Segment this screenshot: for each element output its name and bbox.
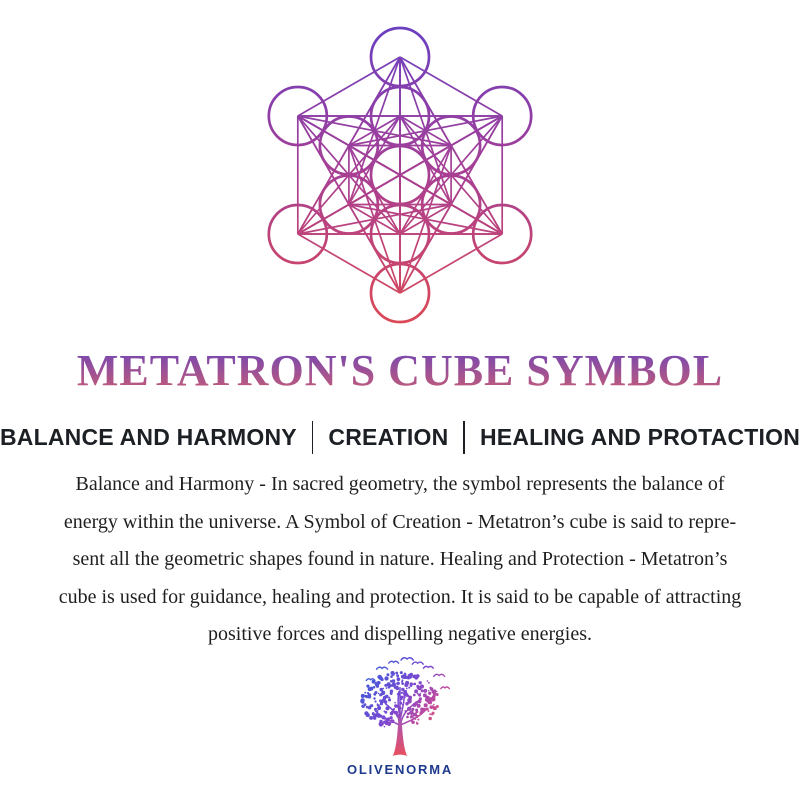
brand-name: OLIVENORMA [346, 762, 454, 777]
tagline-item-healing: HEALING AND PROTACTION [480, 424, 800, 450]
description-line: cube is used for guidance, healing and protection. It is said to be capable of attracting [58, 585, 742, 608]
divider [312, 421, 314, 454]
brand-logo [0, 657, 800, 777]
tagline-item-creation: CREATION [328, 424, 449, 450]
tagline [0, 421, 800, 454]
description-line: Balance and Harmony - In sacred geometry, the symbol represents the balance of [75, 473, 725, 495]
sacred-geometry-lines [269, 28, 531, 322]
description-line: sent all the geometric shapes found in nature. Healing and Protection - Metatron’s [72, 548, 728, 570]
divider [463, 421, 465, 454]
metatrons-cube-icon [249, 24, 551, 326]
page-title: METATRON'S CUBE SYMBOL [0, 345, 800, 396]
description-line: positive forces and dispelling negative energies. [208, 623, 592, 645]
tagline-item-balance: BALANCE AND HARMONY [0, 424, 297, 450]
tree-of-life-icon [348, 657, 452, 759]
description-text [0, 466, 800, 654]
tree-trunk [393, 718, 407, 756]
metatrons-cube-graphic [249, 24, 551, 326]
description-line: energy within the universe. A Symbol of Creation - Metatron’s cube is said to repre- [63, 510, 737, 533]
